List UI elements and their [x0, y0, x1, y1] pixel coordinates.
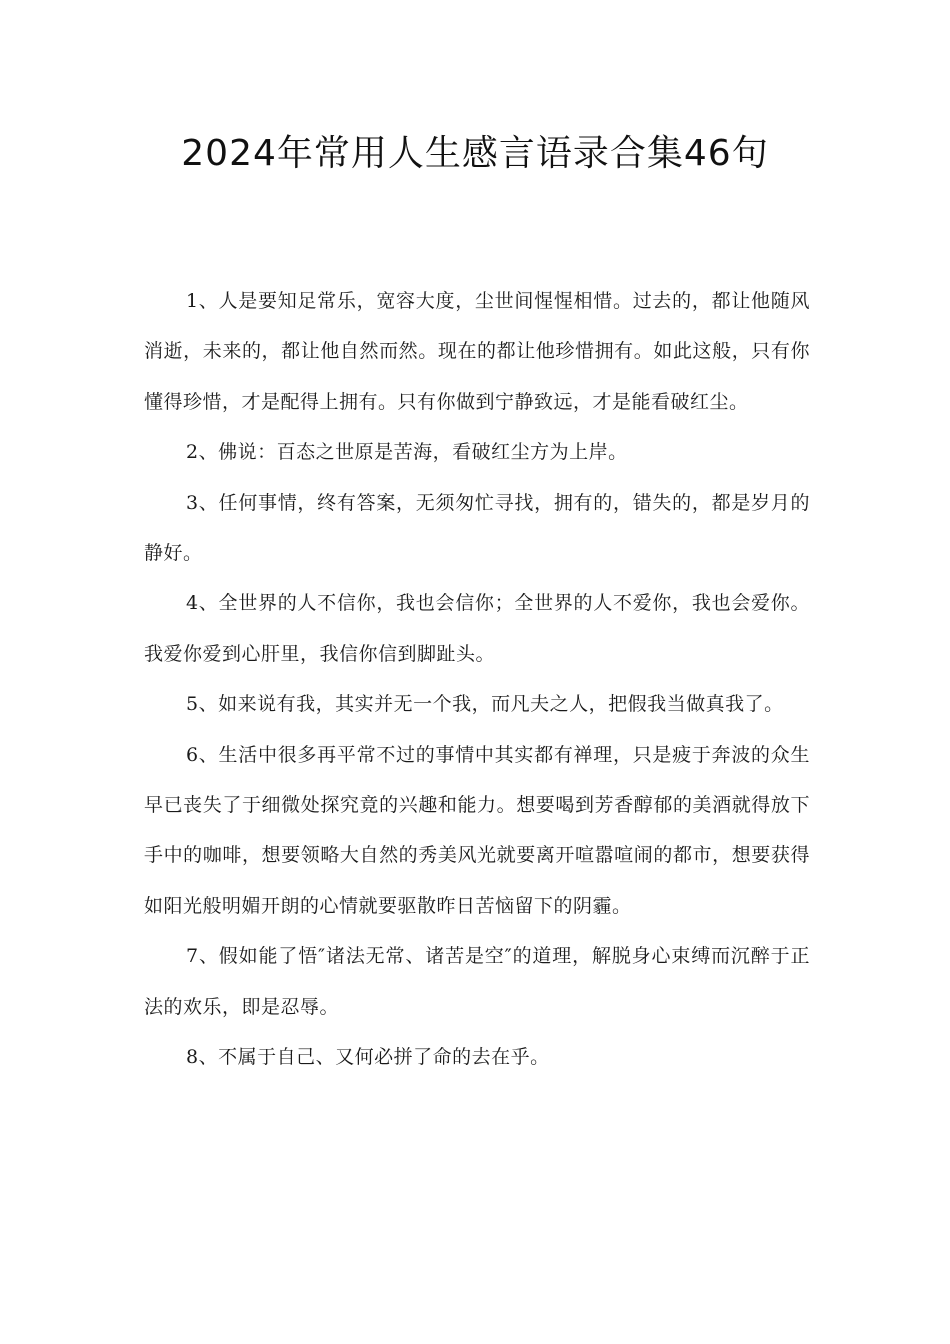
paragraph-4: 4、全世界的人不信你，我也会信你；全世界的人不爱你，我也会爱你。我爱你爱到心肝里，我信你信到脚趾头。	[144, 592, 810, 665]
paragraph-7: 7、假如能了悟″诸法无常、诸苦是空″的道理，解脱身心束缚而沉醉于正法的欢乐，即是忍辱。	[144, 945, 810, 1018]
paragraph-5: 5、如来说有我，其实并无一个我，而凡夫之人，把假我当做真我了。	[186, 693, 784, 716]
paragraph-1: 1、人是要知足常乐，宽容大度，尘世间惺惺相惜。过去的，都让他随风消逝，未来的，都让他自然而然。现在的都让他珍惜拥有。如此这般，只有你懂得珍惜，才是配得上拥有。只有你做到宁静致远，才是能看破红尘。	[144, 290, 810, 413]
paragraph-3: 3、任何事情，终有答案，无须匆忙寻找，拥有的，错失的，都是岁月的静好。	[144, 491, 810, 565]
document-title: 2024年常用人生感言语录合集46句	[181, 133, 769, 174]
paragraph-2: 2、佛说：百态之世原是苦海，看破红尘方为上岸。	[186, 441, 628, 464]
document-body	[144, 276, 810, 1083]
paragraph-8: 8、不属于自己、又何必拼了命的去在乎。	[186, 1046, 550, 1069]
paragraph-6: 6、生活中很多再平常不过的事情中其实都有禅理，只是疲于奔波的众生早已丧失了于细微处探究竟的兴趣和能力。想要喝到芳香醇郁的美酒就得放下手中的咖啡，想要领略大自然的秀美风光就要离开喧嚣喧闹的都市，想要获得如阳光般明媚开朗的心情就要驱散昨日苦恼留下的阴霾。	[144, 743, 810, 917]
